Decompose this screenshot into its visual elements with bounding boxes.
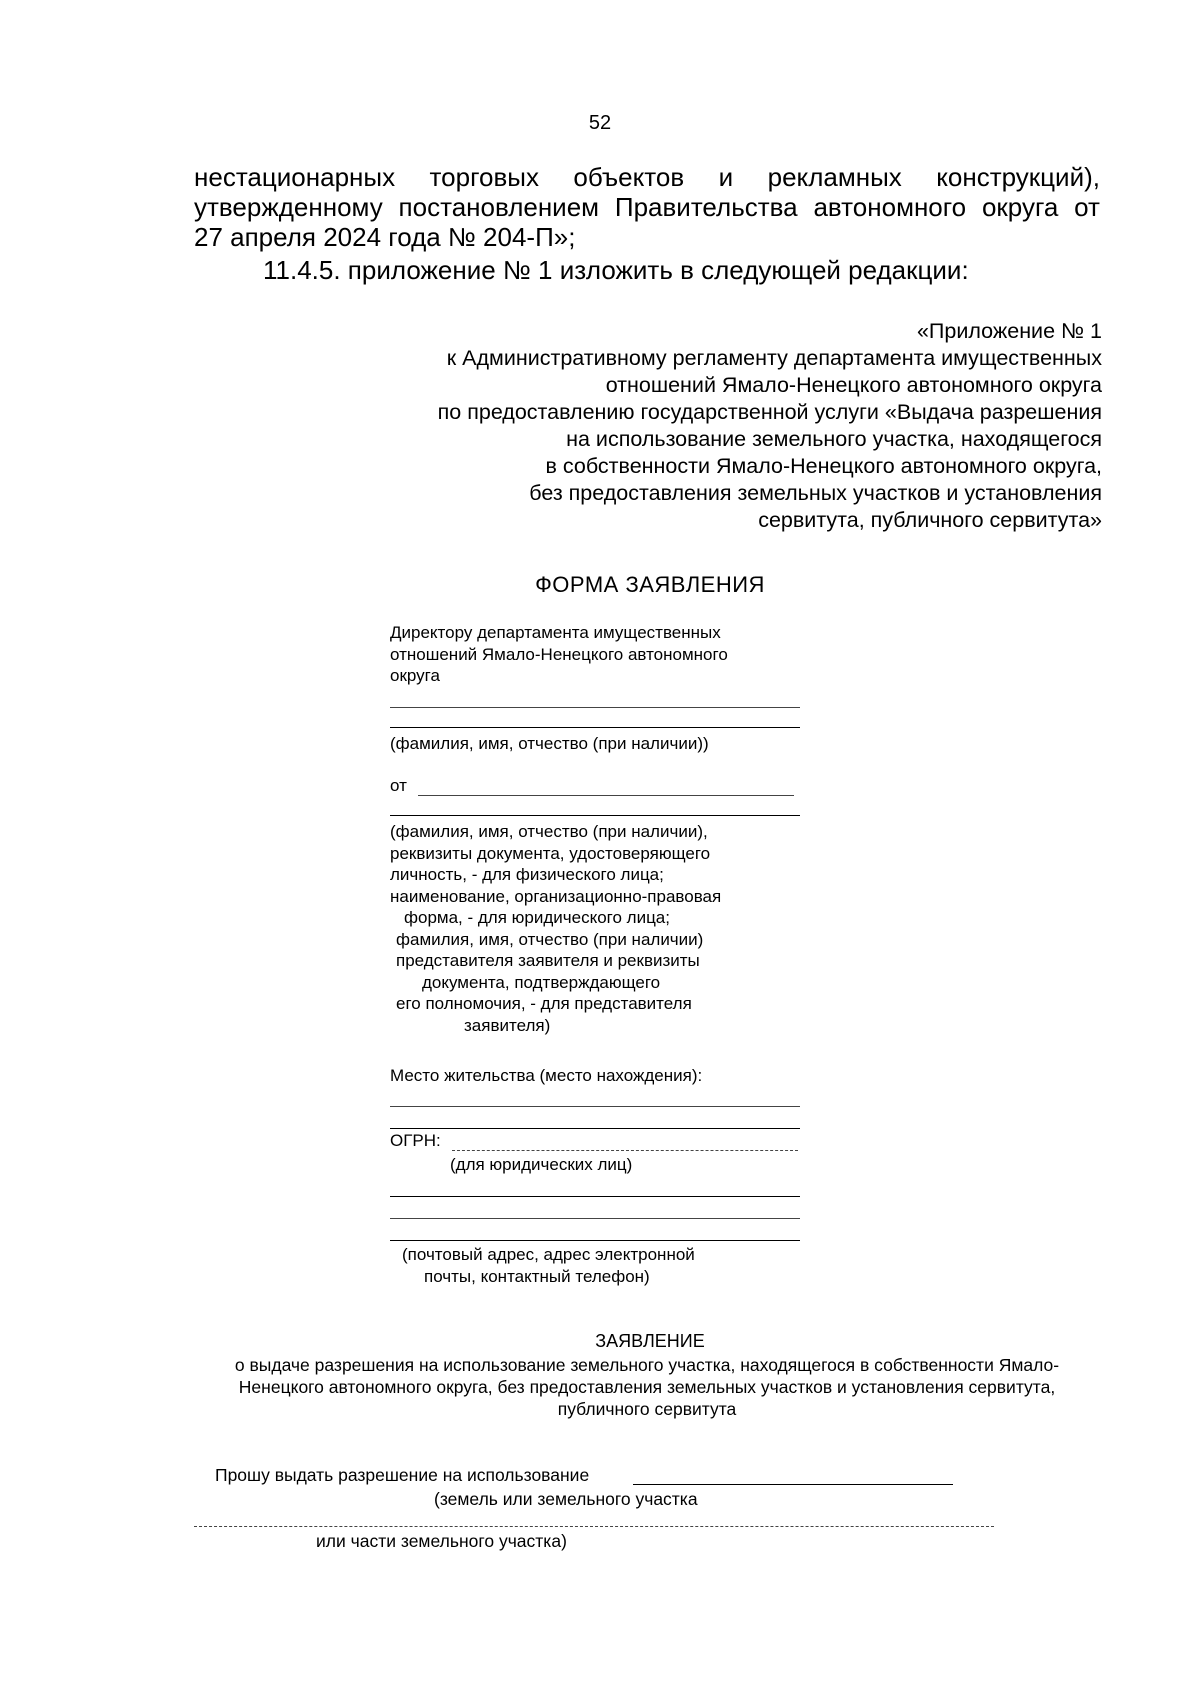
caption-line: почты, контактный телефон) [424,1266,650,1286]
fill-line [390,707,800,708]
from-label: от [390,776,407,795]
addressee-to [390,622,728,687]
residence-label: Место жительства (место нахождения): [390,1066,703,1085]
intro-word: торговых [429,162,539,192]
intro-word: округа [981,192,1059,222]
caption-line: реквизиты документа, удостоверяющего [390,843,711,863]
appendix-line: «Приложение № 1 [916,319,1102,343]
intro-word: нестационарных [194,162,396,192]
caption-line: документа, подтверждающего [422,972,661,992]
caption-line: фамилия, имя, отчество (при наличии) [396,929,704,949]
appendix-line: к Административному регламенту департамента имущественных [446,346,1102,370]
intro-word: постановлением [398,192,600,222]
appendix-line: отношений Ямало-Ненецкого автономного округа [605,373,1102,397]
caption-line: заявителя) [464,1015,551,1035]
caption-line: его полномочия, - для представителя [396,994,692,1013]
addressee-line: отношений Ямало-Ненецкого автономного [390,644,728,664]
fill-line [390,1106,800,1107]
request-fill-line [633,1484,953,1485]
intro-line-3: 27 апреля 2024 года № 204-П»; [194,222,576,252]
request-fill-line-2 [194,1526,994,1527]
fill-line [390,1240,800,1241]
from-fill-line [418,795,794,796]
intro-word: рекламных [767,162,902,192]
caption-line: (фамилия, имя, отчество (при наличии), [390,822,708,841]
statement-title: ЗАЯВЛЕНИЕ [595,1331,705,1351]
statement-subtitle [194,1354,1100,1420]
addressee-line: округа [390,666,440,685]
request-caption-2: или части земельного участка) [316,1531,567,1551]
fill-line [390,727,800,728]
intro-line-2 [194,192,1100,222]
form-title: ФОРМА ЗАЯВЛЕНИЯ [535,572,765,597]
fill-line [390,1128,800,1129]
subtitle-line: публичного сервитута [557,1399,737,1419]
appendix-line: без предоставления земельных участков и установления [529,481,1102,505]
request-caption: (земель или земельного участка [434,1489,698,1509]
fill-line [390,1196,800,1197]
intro-word: конструкций), [936,162,1100,192]
caption-line: наименование, организационно-правовая [390,886,722,906]
contacts-caption [402,1244,695,1287]
intro-word: Правительства [614,192,798,222]
appendix-line: в собственности Ямало-Ненецкого автономного округа, [545,454,1102,478]
intro-line-4: 11.4.5. приложение № 1 изложить в следующей редакции: [263,255,969,285]
caption-line: (почтовый адрес, адрес электронной [402,1245,695,1264]
subtitle-line: о выдаче разрешения на использование земельного участка, находящегося в собственности Ямало- [234,1355,1060,1375]
intro-line-1 [194,162,1100,192]
request-text: Прошу выдать разрешение на использование [215,1465,590,1485]
caption-line: форма, - для юридического лица; [404,908,670,927]
caption-line: представителя заявителя и реквизиты [396,951,700,970]
appendix-line: на использование земельного участка, находящегося [566,427,1102,451]
intro-word: и [718,162,734,192]
subtitle-line: Ненецкого автономного округа, без предоставления земельных участков и установления сервитута, [238,1377,1056,1397]
intro-word: автономного [813,192,967,222]
fill-line [390,815,800,816]
ogrn-caption: (для юридических лиц) [450,1155,633,1174]
addressee-line: Директору департамента имущественных [390,623,721,642]
fill-line [390,1218,800,1219]
fio-caption: (фамилия, имя, отчество (при наличии)) [390,734,709,753]
ogrn-fill-line [452,1150,798,1151]
applicant-caption [390,821,721,1036]
appendix-line: по предоставлению государственной услуги «Выдача разрешения [437,400,1102,424]
appendix-header [438,318,1102,534]
intro-word: утвержденному [194,192,383,222]
intro-word: от [1074,192,1100,222]
page-number: 52 [588,112,612,134]
ogrn-label: ОГРН: [390,1131,441,1150]
appendix-line: сервитута, публичного сервитута» [758,508,1102,532]
intro-word: объектов [573,162,685,192]
caption-line: личность, - для физического лица; [390,865,664,884]
